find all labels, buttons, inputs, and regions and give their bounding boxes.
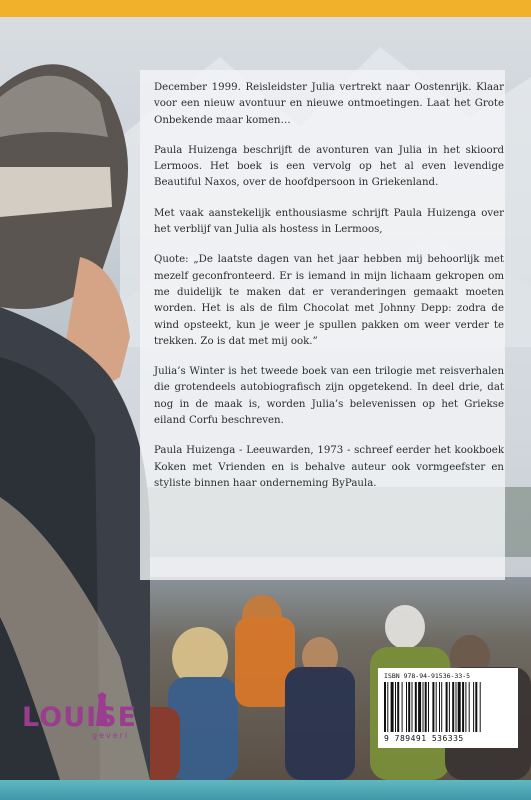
blurb-paragraph-enthusiasm: Met vaak aanstekelijk enthousiasme schrijft Paula Huizenga over het verblijf van Julia als hostess in Lermoos, — [154, 207, 504, 236]
bottom-color-band — [0, 780, 531, 800]
blurb-paragraph-summary: Paula Huizenga beschrijft de avonturen van Julia in het skioord Lermoos. Het boek is een vervolg op het al even levendige Beautiful Naxos, over de hoofdpersoon in Griekenland. — [154, 144, 504, 189]
isbn-digits: 9 789491 536335 — [384, 734, 464, 743]
barcode-bars — [384, 682, 512, 732]
blurb-paragraph-trilogy: Julia’s Winter is het tweede boek van een trilogie met reisverhalen die grotendeels autobiografisch zijn opgetekend. In deel drie, dat nog in de maak is, worden Julia’s belevenissen op het Griekse eiland Corfu beschreven. — [154, 366, 504, 427]
blurb-text — [154, 80, 504, 506]
blurb-paragraph-intro: December 1999. Reisleidster Julia vertrekt naar Oostenrijk. Klaar voor een nieuw avontuur en nieuwe ontmoetingen. Laat het Grote Onbekende maar komen… — [154, 82, 504, 126]
publisher-logo-subtext: geverl — [92, 731, 130, 740]
isbn-label: ISBN 978-94-91536-33-5 — [384, 672, 471, 680]
blurb-paragraph-quote: Quote: „De laatste dagen van het jaar hebben mij behoorlijk met mezelf geconfronteerd. Er is iemand in mijn lichaam gekropen om me duidelijk te maken dat er veranderingen gemaakt moeten worden. Het is als de film Chocolat met Johnny Depp: zodra de wind opsteekt, kun je weer je spullen pakken om weer verder te trekken. Zo is dat met mij ook.” — [154, 254, 504, 347]
publisher-logo — [22, 700, 150, 740]
publisher-logo-text: LOUISE — [22, 702, 138, 733]
top-color-band — [0, 0, 531, 17]
blurb-paragraph-author: Paula Huizenga - Leeuwarden, 1973 - schreef eerder het kookboek Koken met Vrienden en is behalve auteur ook vormgeefster en styliste binnen haar onderneming ByPaula. — [154, 445, 504, 489]
isbn-barcode — [378, 668, 518, 748]
